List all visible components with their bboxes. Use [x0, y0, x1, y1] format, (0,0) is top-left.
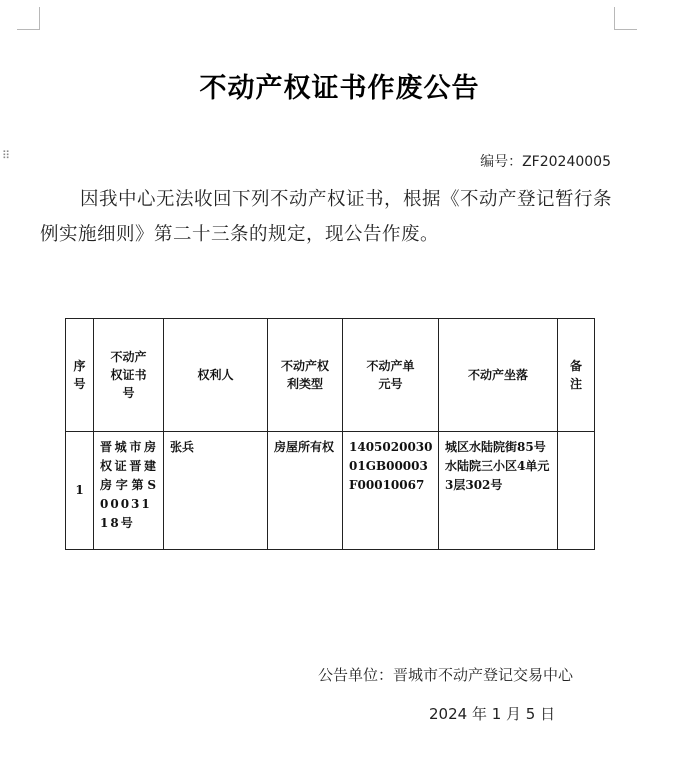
cell-location: 城区水陆院街85号水陆院三小区4单元3层302号: [439, 432, 558, 550]
header-holder: 权利人: [164, 319, 268, 432]
cell-right-type: 房屋所有权: [268, 432, 343, 550]
page-corner-mark-top-left: [17, 7, 40, 30]
table-row: [66, 432, 595, 550]
drag-handle-icon[interactable]: ⠿: [2, 149, 12, 162]
header-right-type: 不动产权利类型: [268, 319, 343, 432]
certificate-table: [65, 318, 595, 550]
document-number: 编号：ZF20240005: [480, 154, 611, 170]
table-header-row: [66, 319, 595, 432]
header-seq: 序号: [66, 319, 94, 432]
announcing-unit: 公告单位：晋城市不动产登记交易中心: [318, 666, 574, 684]
cell-holder: 张兵: [164, 432, 268, 550]
header-note: 备注: [558, 319, 595, 432]
page-corner-mark-top-right: [614, 7, 637, 30]
header-cert-no: 不动产权证书号: [94, 319, 164, 432]
cell-cert-no: 晋城市房权证晋建房字第S0003118号: [94, 432, 164, 550]
announcement-date: 2024 年 1 月 5 日: [429, 705, 556, 723]
cell-note: [558, 432, 595, 550]
header-unit-no: 不动产单元号: [343, 319, 439, 432]
document-title: 不动产权证书作废公告: [199, 73, 480, 104]
announcement-body: 因我中心无法收回下列不动产权证书，根据《不动产登记暂行条例实施细则》第二十三条的规定，现公告作废。: [40, 189, 613, 245]
cell-unit-no: 140502003001GB00003F00010067: [343, 432, 439, 550]
cell-seq: 1: [66, 432, 94, 550]
header-location: 不动产坐落: [439, 319, 558, 432]
